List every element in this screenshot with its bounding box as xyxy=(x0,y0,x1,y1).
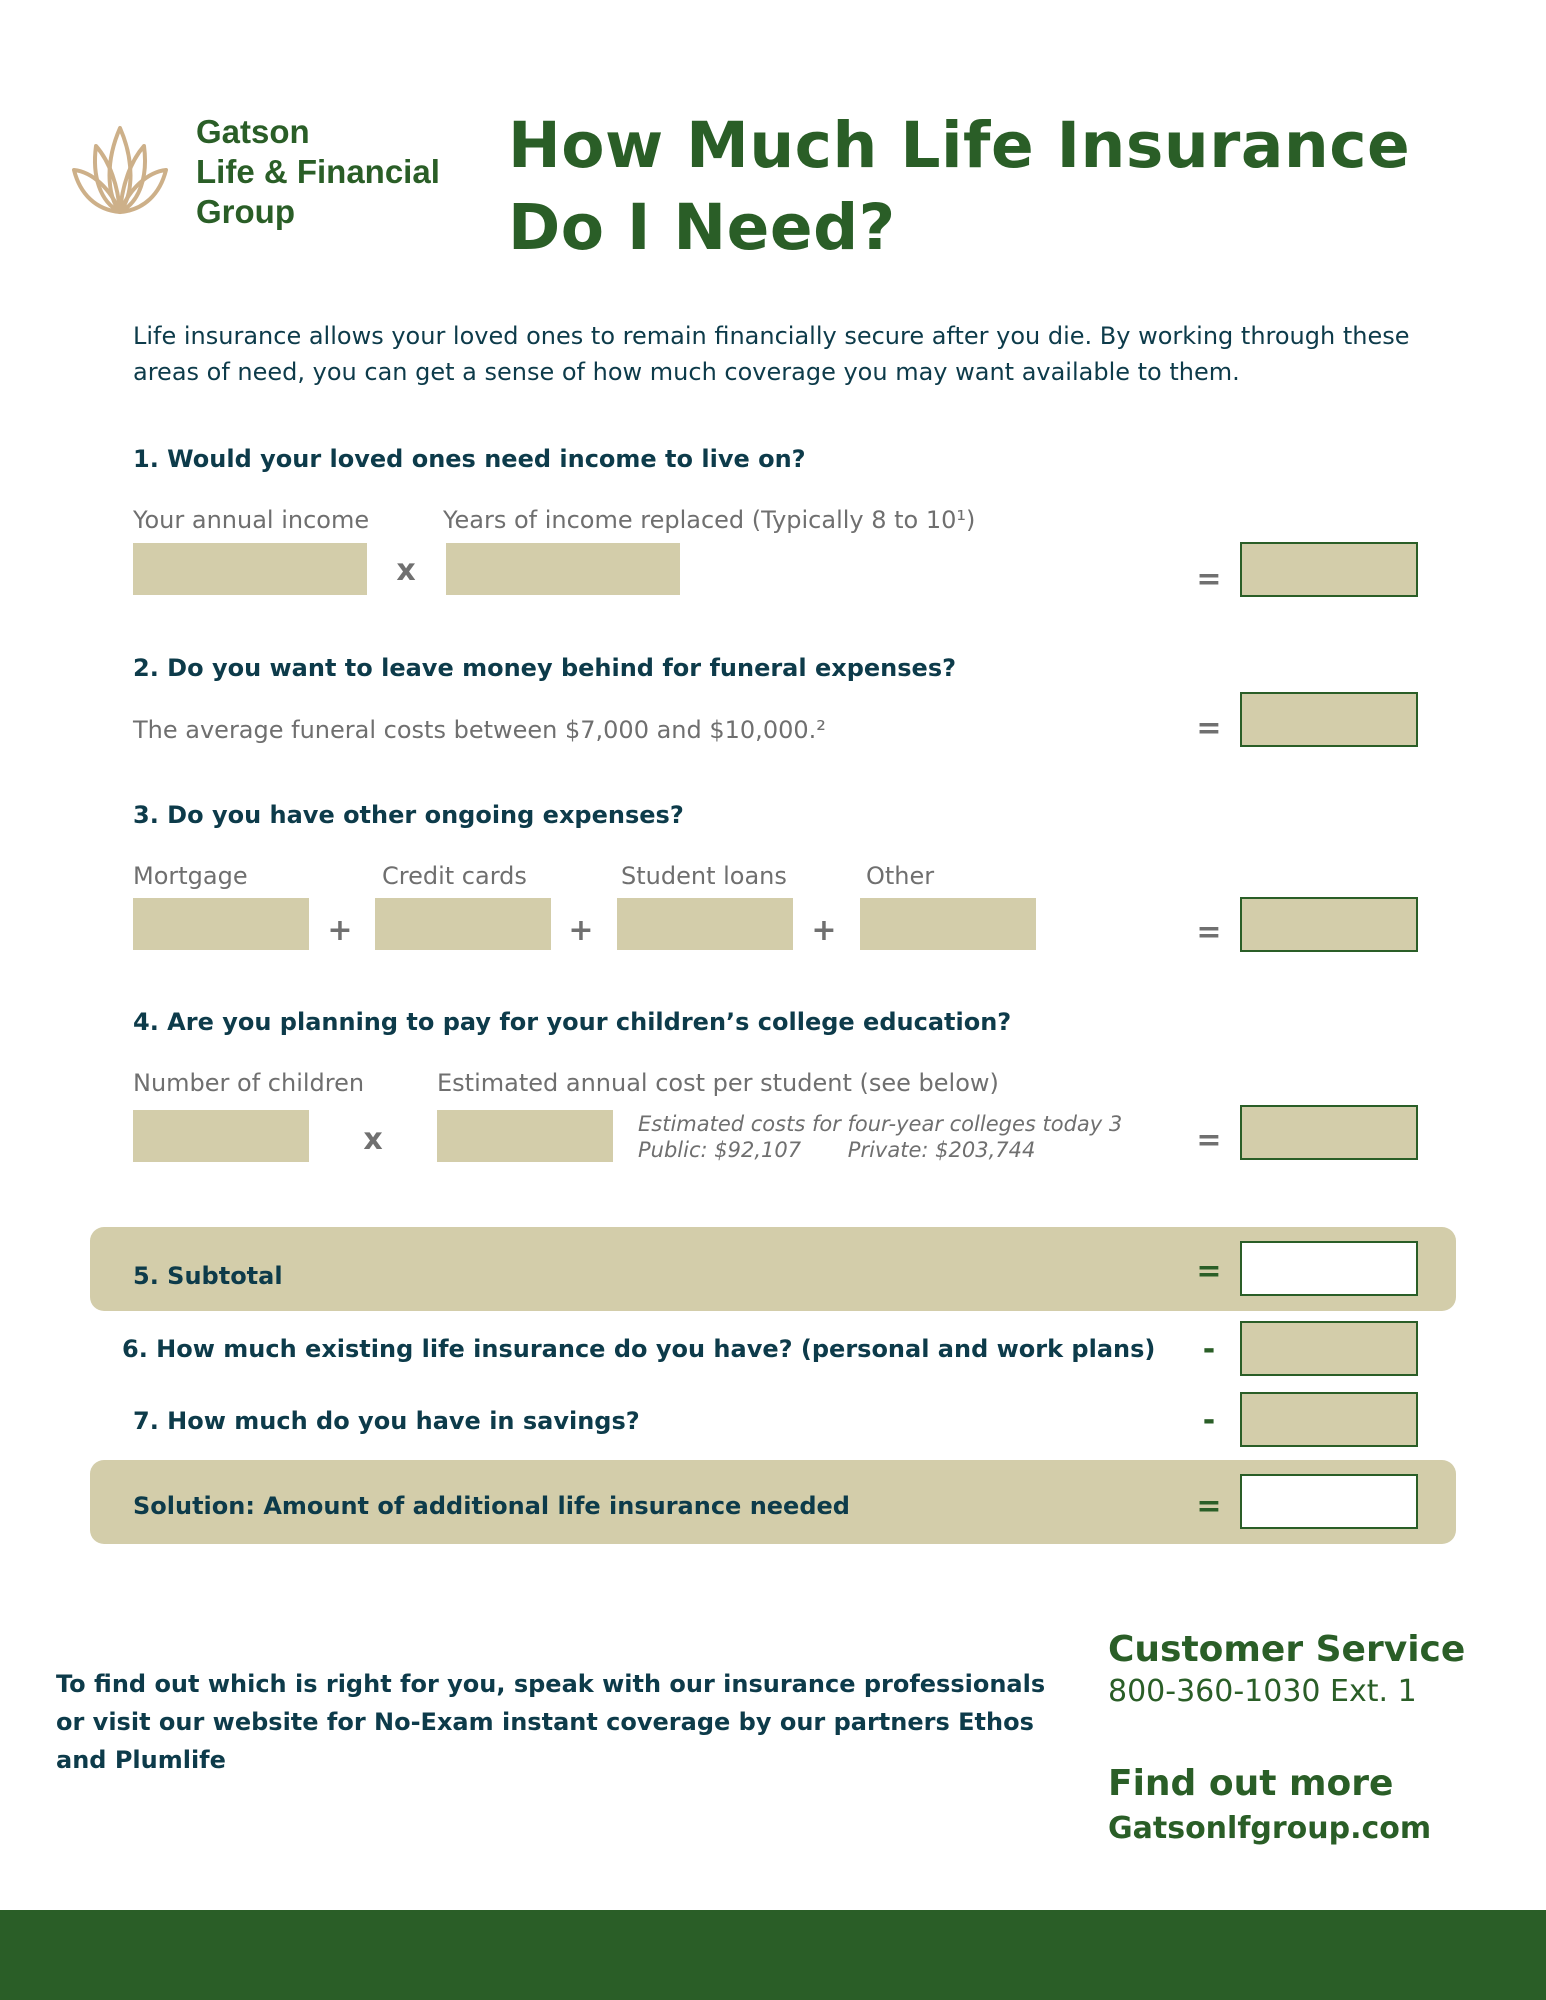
multiply-operator: x xyxy=(396,553,416,588)
equals-operator: = xyxy=(1196,1489,1222,1524)
question-6: 6. How much existing life insurance do you have? (personal and work plans) xyxy=(122,1335,1156,1363)
footer-bar xyxy=(0,1910,1546,2000)
equals-operator: = xyxy=(1196,711,1222,746)
question-1: 1. Would your loved ones need income to live on? xyxy=(133,445,806,473)
mortgage-input[interactable] xyxy=(133,898,309,950)
equals-operator: = xyxy=(1196,915,1222,950)
credit-cards-input[interactable] xyxy=(375,898,551,950)
question-2: 2. Do you want to leave money behind for funeral expenses? xyxy=(133,654,957,682)
find-out-more-heading: Find out more xyxy=(1108,1763,1394,1804)
annual-income-input[interactable] xyxy=(133,543,367,595)
funeral-cost-note: The average funeral costs between $7,000 and $10,000.² xyxy=(133,716,826,744)
college-cost-note-line-2 xyxy=(638,1137,1122,1163)
expenses-result-field[interactable] xyxy=(1240,897,1418,952)
solution-result-field[interactable] xyxy=(1240,1474,1418,1529)
intro-paragraph: Life insurance allows your loved ones to remain financially secure after you die. By working through these areas of need, you can get a sense of how much coverage you may want available to them. xyxy=(133,322,1410,386)
public-college-cost: Public: $92,107 xyxy=(638,1138,802,1162)
subtotal-result-field[interactable] xyxy=(1240,1241,1418,1296)
label-mortgage: Mortgage xyxy=(133,862,248,890)
other-expenses-input[interactable] xyxy=(860,898,1036,950)
label-years-replaced: Years of income replaced (Typically 8 to 10¹) xyxy=(443,506,976,534)
label-number-of-children: Number of children xyxy=(133,1069,365,1097)
college-cost-note-line-1: Estimated costs for four-year colleges today 3 xyxy=(638,1112,1123,1136)
years-replaced-input[interactable] xyxy=(446,543,680,595)
private-college-cost: Private: $203,744 xyxy=(847,1138,1036,1162)
plus-operator: + xyxy=(327,913,353,948)
label-other: Other xyxy=(866,862,935,890)
company-name-line-1: Gatson xyxy=(196,113,310,150)
equals-operator: = xyxy=(1196,1123,1222,1158)
website-link[interactable]: Gatsonlfgroup.com xyxy=(1108,1811,1432,1846)
college-cost-note xyxy=(638,1111,1122,1163)
question-7: 7. How much do you have in savings? xyxy=(133,1407,640,1435)
savings-field[interactable] xyxy=(1240,1392,1418,1447)
lotus-icon xyxy=(70,120,170,220)
plus-operator: + xyxy=(568,913,594,948)
company-name xyxy=(196,112,486,232)
minus-operator: - xyxy=(1202,1403,1216,1438)
equals-operator: = xyxy=(1196,1254,1222,1289)
label-cost-per-student: Estimated annual cost per student (see below) xyxy=(437,1069,999,1097)
number-of-children-input[interactable] xyxy=(133,1110,309,1162)
question-4: 4. Are you planning to pay for your children’s college education? xyxy=(133,1008,1012,1036)
income-result-field[interactable] xyxy=(1240,542,1418,597)
customer-service-phone[interactable]: 800-360-1030 Ext. 1 xyxy=(1108,1674,1417,1709)
subtotal-label: 5. Subtotal xyxy=(133,1262,283,1290)
plus-operator: + xyxy=(811,913,837,948)
multiply-operator: x xyxy=(363,1122,383,1157)
existing-insurance-field[interactable] xyxy=(1240,1321,1418,1376)
equals-operator: = xyxy=(1196,562,1222,597)
company-name-line-2: Life & Financial xyxy=(196,153,440,190)
footer-cta-text: To find out which is right for you, speak with our insurance professionals or visit our website for No-Exam instant coverage by our partners Ethos and Plumlife xyxy=(56,1670,1046,1774)
label-student-loans: Student loans xyxy=(621,862,787,890)
cost-per-student-input[interactable] xyxy=(437,1110,613,1162)
customer-service-heading: Customer Service xyxy=(1108,1629,1466,1670)
label-credit-cards: Credit cards xyxy=(382,862,527,890)
logo xyxy=(70,120,170,220)
student-loans-input[interactable] xyxy=(617,898,793,950)
minus-operator: - xyxy=(1202,1332,1216,1367)
solution-label: Solution: Amount of additional life insurance needed xyxy=(133,1492,850,1520)
funeral-result-field[interactable] xyxy=(1240,692,1418,747)
question-3: 3. Do you have other ongoing expenses? xyxy=(133,801,684,829)
label-annual-income: Your annual income xyxy=(133,506,370,534)
page-title: How Much Life Insurance Do I Need? xyxy=(508,109,1411,264)
company-name-line-3: Group xyxy=(196,193,295,230)
college-result-field[interactable] xyxy=(1240,1105,1418,1160)
